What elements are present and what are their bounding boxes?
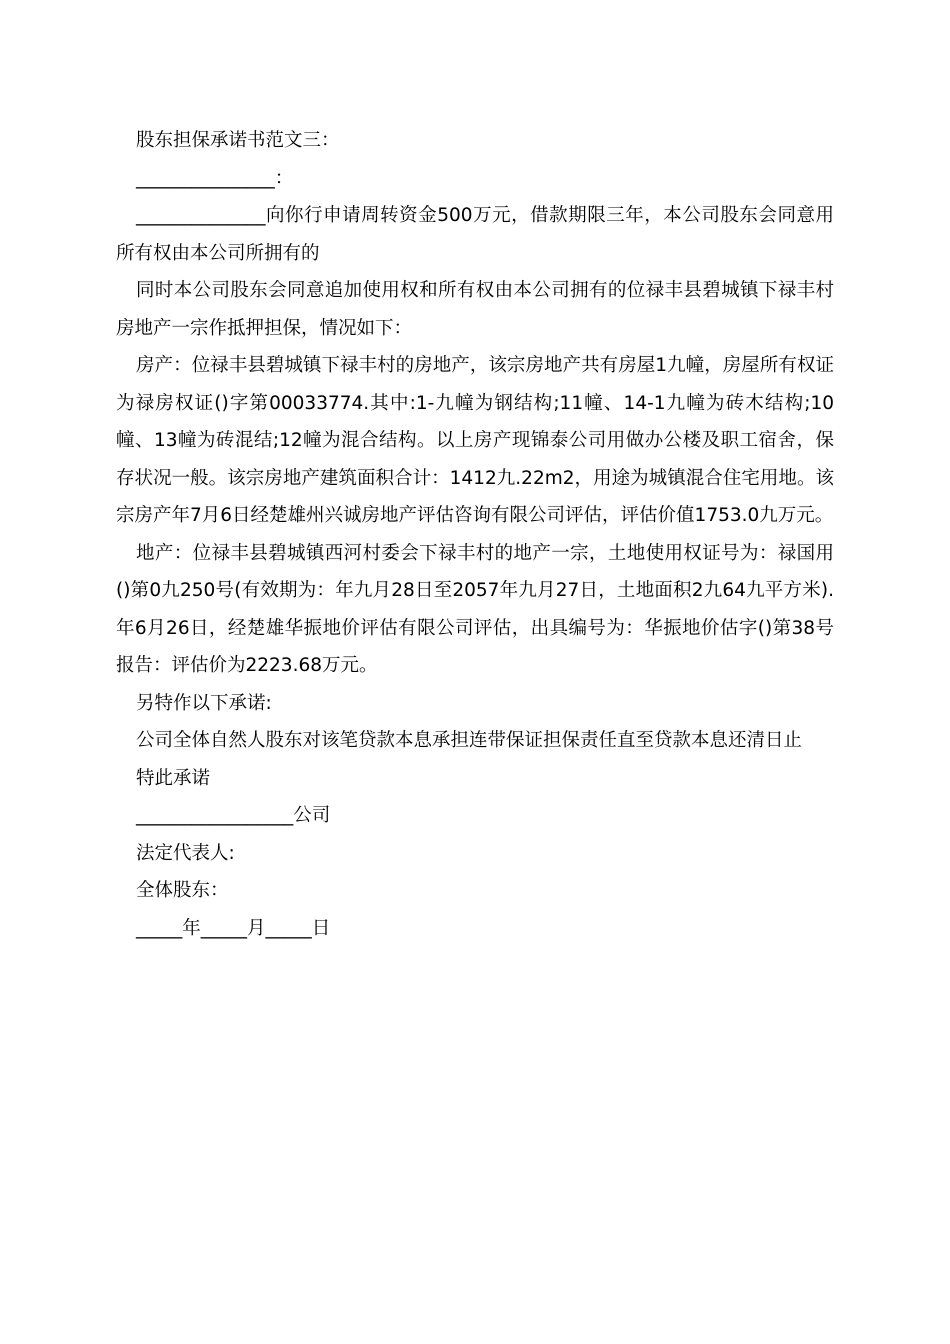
shareholders-line: 全体股东： [136,880,229,901]
promise-intro: 另特作以下承诺: [136,692,272,714]
date-line: _____年_____月_____日 [136,917,331,939]
promise-text: 公司全体自然人股东对该笔贷款本息承担连带保证担保责任直至贷款本息还清日止 [136,730,803,751]
closing-text: 特此承诺 [136,767,211,789]
legal-representative-line: 法定代表人: [136,842,235,864]
paragraph-house-property: 房产：位禄丰县碧城镇下禄丰村的房地产，该宗房地产共有房屋1九幢，房屋所有权证为禄房权证()字第00033774.其中:1-九幢为钢结构;11幢、14-1九幢为砖木结构;10幢、13幢为砖混结;12幢为混合结构。以上房产现锦泰公司用做办公楼及职工宿舍，保存状况一般。该宗房地产建筑面积合计：1412九.22m2，用途为城镇混合住宅用地。该宗房产年7月6日经楚雄州兴诚房地产评估咨询有限公司评估，评估价值1753.0九万元。 [116,355,834,526]
paragraph-application: ______________向你行申请周转资金500万元，借款期限三年，本公司股东会同意用所有权由本公司所拥有的 [116,205,834,264]
document-title: 股东担保承诺书范文三： [136,130,340,151]
company-signature-line: _________________公司 [136,805,331,826]
paragraph-mortgage: 同时本公司股东会同意追加使用权和所有权由本公司拥有的位禄丰县碧城镇下禄丰村房地产一宗作抵押担保，情况如下： [116,280,834,339]
paragraph-land-property: 地产：位禄丰县碧城镇西河村委会下禄丰村的地产一宗，土地使用权证号为：禄国用()第0九250号(有效期为：年九月28日至2057年九月27日，土地面积2九64九平方米).年6月26日，经楚雄华振地价评估有限公司评估，出具编号为：华振地价估字()第38号报告：评估价为2223.68万元。 [116,542,834,676]
addressee-line: _______________： [136,167,294,189]
